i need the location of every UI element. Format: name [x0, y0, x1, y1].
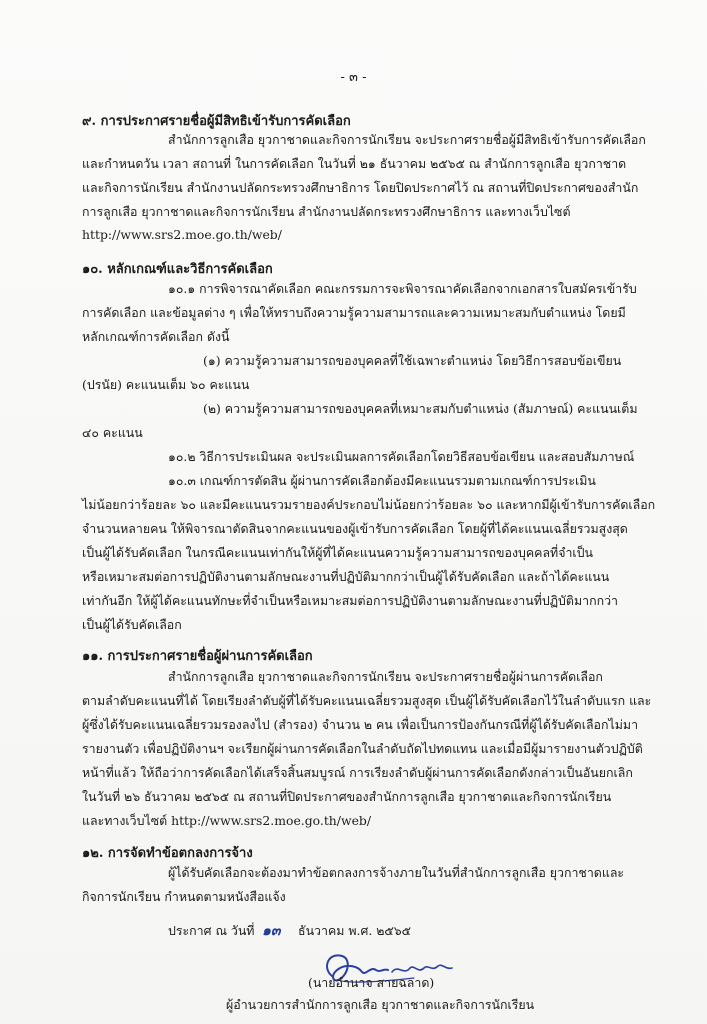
s10-line-4: (๑) ความรู้ความสามารถของบุคคลที่ใช้เฉพาะตำแหน่ง โดยวิธีการสอบข้อเขียน — [203, 353, 622, 368]
s10-line-1: ๑๐.๑ การพิจารณาคัดเลือก คณะกรรมการจะพิจารณาคัดเลือกจากเอกสารใบสมัครเข้ารับ — [168, 281, 637, 296]
s11-line-4: รายงานตัว เพื่อปฏิบัติงานฯ จะเรียกผู้ผ่านการคัดเลือกในลำดับถัดไปทดแทน และเมื่อมีผู้มารายงานตัวปฏิบัติ — [82, 741, 643, 756]
s10-line-12: เป็นผู้ได้รับคัดเลือก ในกรณีคะแนนเท่ากันให้ผู้ที่ได้คะแนนความรู้ความสามารถของบุคคลที่จำเป็น — [82, 545, 593, 560]
section-9-heading: ๙. การประกาศรายชื่อผู้มีสิทธิเข้ารับการคัดเลือก — [82, 114, 351, 129]
s10-line-5: (ปรนัย) คะแนนเต็ม ๖๐ คะแนน — [82, 377, 250, 392]
section-11-heading: ๑๑. การประกาศรายชื่อผู้ผ่านการคัดเลือก — [82, 649, 313, 664]
s12-line-1: ผู้ได้รับคัดเลือกจะต้องมาทำข้อตกลงการจ้างภายในวันที่สำนักการลูกเสือ ยุวกาชาดและ — [168, 865, 625, 880]
s9-line-3: และกิจการนักเรียน สำนักงานปลัดกระทรวงศึกษาธิการ โดยปิดประกาศไว้ ณ สถานที่ปิดประกาศของสำนัก — [82, 180, 639, 195]
s10-line-9: ๑๐.๓ เกณฑ์การตัดสิน ผู้ผ่านการคัดเลือกต้องมีคะแนนรวมตามเกณฑ์การประเมิน — [168, 473, 596, 488]
section-10-heading: ๑๐. หลักเกณฑ์และวิธีการคัดเลือก — [82, 262, 273, 277]
s11-line-3: ผู้ซึ่งได้รับคะแนนเฉลี่ยรวมรองลงไป (สำรอง) จำนวน ๒ คน เพื่อเป็นการป้องกันกรณีที่ผู้ได้รับคัดเลือกไม่มา — [82, 717, 639, 732]
s9-line-1: สำนักการลูกเสือ ยุวกาชาดและกิจการนักเรียน จะประกาศรายชื่อผู้มีสิทธิเข้ารับการคัดเลือก — [168, 132, 646, 147]
signer-name: (นายอำนาจ สายฉลาด) — [308, 975, 435, 990]
s10-line-8: ๑๐.๒ วิธีการประเมินผล จะประเมินผลการคัดเลือกโดยวิธีสอบข้อเขียน และสอบสัมภาษณ์ — [168, 449, 635, 464]
page-number: - ๓ - — [340, 70, 367, 85]
signer-position: ผู้อำนวยการสำนักการลูกเสือ ยุวกาชาดและกิจการนักเรียน — [226, 997, 535, 1012]
s10-line-3: หลักเกณฑ์การคัดเลือก ดังนี้ — [82, 329, 230, 344]
s10-line-15: เป็นผู้ได้รับคัดเลือก — [82, 617, 182, 632]
s11-line-6: ในวันที่ ๒๖ ธันวาคม ๒๕๖๕ ณ สถานที่ปิดประกาศของสำนักการลูกเสือ ยุวกาชาดและกิจการนักเรียน — [82, 789, 612, 804]
s10-line-11: จำนวนหลายคน ให้พิจารณาตัดสินจากคะแนนของผู้เข้ารับการคัดเลือก โดยผู้ที่ได้คะแนนเฉลี่ยรวมสูงสุด — [82, 521, 628, 536]
s9-url[interactable]: http://www.srs2.moe.go.th/web/ — [82, 227, 282, 242]
s9-line-2: และกำหนดวัน เวลา สถานที่ ในการคัดเลือก ในวันที่ ๒๑ ธันวาคม ๒๕๖๕ ณ สำนักการลูกเสือ ยุวกาชาด — [82, 156, 627, 171]
s10-line-13: หรือเหมาะสมต่อการปฏิบัติงานตามลักษณะงานที่ปฏิบัติมากกว่าเป็นผู้ได้รับคัดเลือก และถ้าได้คะแนน — [82, 569, 610, 584]
s12-line-2: กิจการนักเรียน กำหนดตามหนังสือแจ้ง — [82, 889, 286, 904]
s10-line-14: เท่ากันอีก ให้ผู้ได้คะแนนทักษะที่จำเป็นหรือเหมาะสมต่อการปฏิบัติงานตามลักษณะงานที่ปฏิบัติมากกว่า — [82, 593, 619, 608]
s11-line-2: ตามลำดับคะแนนที่ได้ โดยเรียงลำดับผู้ที่ได้รับคะแนนเฉลี่ยรวมสูงสุด เป็นผู้ได้รับคัดเลือกไว้ในลำดับแรก และ — [82, 693, 652, 708]
s11-line-5: หน้าที่แล้ว ให้ถือว่าการคัดเลือกได้เสร็จสิ้นสมบูรณ์ การเรียงลำดับผู้ผ่านการคัดเลือกดังกล่าวเป็นอันยกเลิก — [82, 765, 633, 780]
s10-line-6: (๒) ความรู้ความสามารถของบุคคลที่เหมาะสมกับตำแหน่ง (สัมภาษณ์) คะแนนเต็ม — [203, 401, 638, 416]
section-12-heading: ๑๒. การจัดทำข้อตกลงการจ้าง — [82, 846, 253, 861]
s10-line-2: การคัดเลือก และข้อมูลต่าง ๆ เพื่อให้ทราบถึงความรู้ความสามารถและความเหมาะสมกับตำแหน่ง โดยมี — [82, 305, 626, 320]
s9-line-4: การลูกเสือ ยุวกาชาดและกิจการนักเรียน สำนักงานปลัดกระทรวงศึกษาธิการ และทางเว็บไซต์ — [82, 204, 571, 219]
s10-line-10: ไม่น้อยกว่าร้อยละ ๖๐ และมีคะแนนรวมรายองค์ประกอบไม่น้อยกว่าร้อยละ ๖๐ และหากมีผู้เข้ารับการคัดเลือก — [82, 497, 656, 512]
s11-line-7: และทางเว็บไซต์ http://www.srs2.moe.go.th/web/ — [82, 813, 372, 828]
announce-prefix: ประกาศ ณ วันที่ — [168, 923, 255, 938]
s11-line-1: สำนักการลูกเสือ ยุวกาชาดและกิจการนักเรียน จะประกาศรายชื่อผู้ผ่านการคัดเลือก — [168, 669, 603, 684]
announce-suffix: ธันวาคม พ.ศ. ๒๕๖๕ — [298, 923, 411, 938]
announce-day-handwritten: ๑๓ — [262, 923, 281, 939]
s10-line-7: ๔๐ คะแนน — [82, 425, 143, 440]
